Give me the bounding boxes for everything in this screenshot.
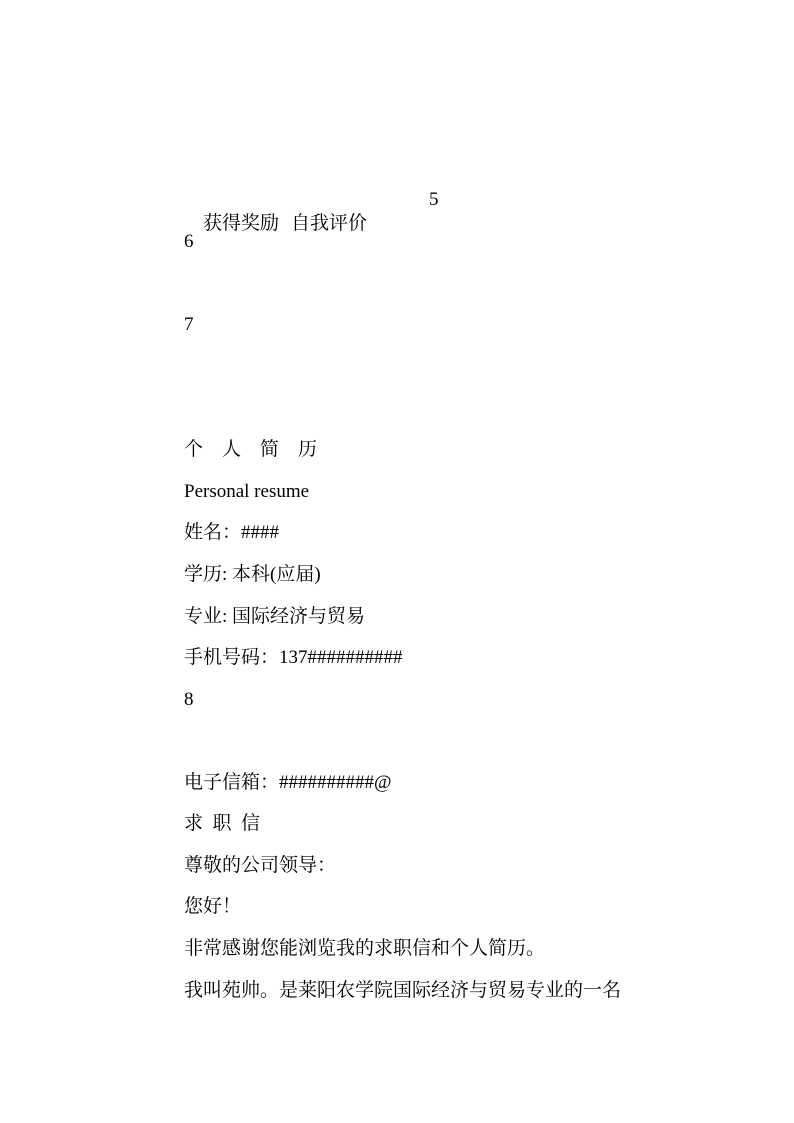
page-number-8: 8 bbox=[184, 689, 194, 710]
greeting: 您好！ bbox=[184, 896, 242, 917]
self-evaluation-heading: 自我评价 bbox=[291, 213, 368, 234]
page-number-6: 6 bbox=[184, 231, 194, 252]
cover-letter-title: 求 职 信 bbox=[184, 813, 261, 834]
salutation: 尊敬的公司领导： bbox=[184, 855, 337, 876]
education-field: 学历: 本科(应届) bbox=[184, 564, 321, 585]
email-field: 电子信箱：##########@ bbox=[184, 772, 392, 793]
major-field: 专业: 国际经济与贸易 bbox=[184, 606, 366, 627]
resume-title-cn: 个 人 简 历 bbox=[184, 439, 318, 460]
page-number-7: 7 bbox=[184, 314, 194, 335]
name-field: 姓名：#### bbox=[184, 522, 280, 543]
thanks-paragraph: 非常感谢您能浏览我的求职信和个人简历。 bbox=[184, 938, 546, 959]
resume-title-en: Personal resume bbox=[184, 481, 310, 502]
page-number-5: 5 bbox=[429, 189, 439, 210]
awards-eval-line bbox=[184, 188, 439, 260]
phone-field: 手机号码：137########## bbox=[184, 647, 403, 668]
awards-heading: 获得奖励 bbox=[203, 213, 280, 234]
intro-paragraph: 我叫苑帅。是莱阳农学院国际经济与贸易专业的一名 bbox=[184, 980, 622, 1001]
